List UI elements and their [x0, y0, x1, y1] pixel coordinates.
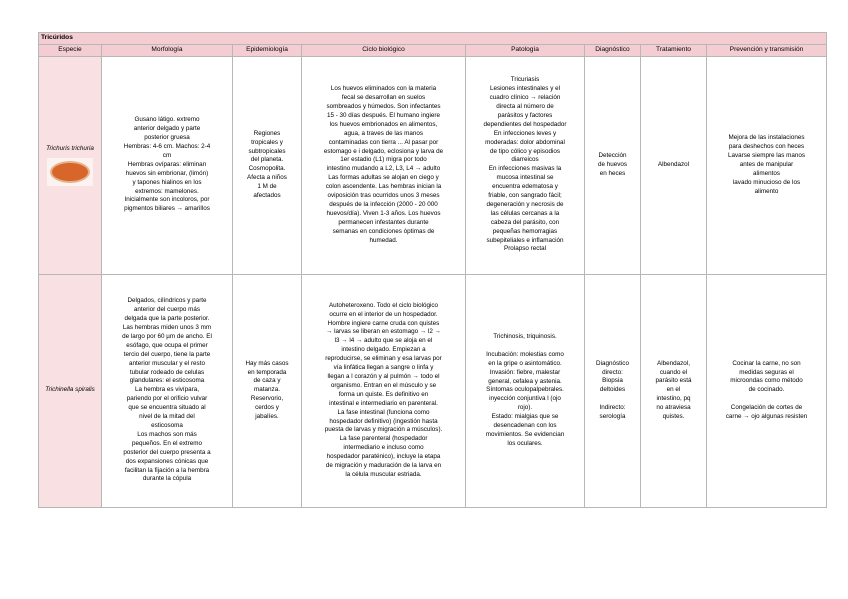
header-morfologia: Morfología [102, 44, 233, 56]
cell-line: desencadenan con los [493, 422, 557, 430]
cell-line: cuadro clínico → relación [489, 94, 561, 102]
cell-line: Reservorio, [250, 395, 284, 403]
header-ciclo: Ciclo biológico [302, 44, 466, 56]
header-patologia: Patología [466, 44, 585, 56]
prevencion-cell [707, 56, 827, 274]
cell-line: dependientes del hospedador [483, 120, 567, 128]
cell-line: que se encuentra situado al [128, 404, 206, 412]
cell-line: tercio del cuerpo, tiene la parte [123, 350, 211, 358]
tratamiento-cell [641, 56, 707, 274]
cell-line: organismo. Entran en el músculo y se [330, 381, 437, 389]
cell-line: oviposición tras ocurridos unos 3 meses [327, 192, 440, 200]
table-title-row [39, 33, 827, 45]
species-name: Trichinella spiralis [45, 386, 95, 394]
cell-line: de largo por 60 µm de ancho. El [122, 332, 212, 340]
ciclo-cell [302, 56, 466, 274]
cell-line: movimientos. Se evidencian [485, 430, 565, 438]
cell-line: anterior del cuerpo más [133, 306, 201, 314]
cell-line: Inicialmente son incoloros, por [124, 196, 210, 204]
cell-line: huevos/día). Viven 1-3 años. Los huevos [326, 209, 441, 217]
cell-line: Trichinosis, triquinosis. [493, 332, 557, 340]
cell-line: La fase intestinal (funciona como [337, 408, 430, 416]
cell-line: antes de manipular [739, 160, 794, 168]
cell-line: Hay más casos [245, 359, 289, 367]
cell-line: glandulares: el esticosoma [129, 377, 205, 385]
cell-line: Hembras: 4-6 cm. Machos: 2-4 [123, 143, 211, 151]
cell-line: las células cercanas a la [490, 209, 560, 217]
cell-line: agua, a traves de las manos [343, 129, 424, 137]
cell-line: Diagnóstico [596, 359, 629, 367]
cell-line: de tipo cólico y episodios [489, 147, 560, 155]
cell-line: Lavarse siempre las manos [728, 151, 805, 159]
diagnostico-cell [585, 274, 641, 507]
species-cell [39, 56, 102, 274]
cell-line: friable, con sangrado fácil; [488, 192, 562, 200]
cell-line: medidas seguras el [739, 368, 794, 376]
cell-line: llegan a l corazón y al pulmón → todo el [327, 373, 440, 380]
cell-line: La fase parenteral (hospedador [339, 435, 428, 443]
cell-line: Prolapso rectal [504, 245, 546, 253]
cell-line: fecal se desarrollan en suelos [341, 94, 426, 102]
cell-line: tubular rodeado de celulas [129, 368, 205, 376]
tratamiento-cell [641, 274, 707, 507]
diagnostico-cell [585, 56, 641, 274]
egg-image [47, 158, 93, 186]
cell-line: parásitos y factores [497, 111, 553, 119]
cell-line: cerdos y [255, 404, 279, 412]
cell-line: En infecciones leves y [493, 129, 557, 137]
header-diagnostico: Diagnóstico [585, 44, 641, 56]
cell-line: Biopsia [602, 377, 623, 385]
cell-line [468, 342, 582, 351]
cell-line: para deshechos con heces [728, 143, 805, 151]
cell-line: sombreados y húmedos. Son infectantes [326, 102, 441, 110]
cell-line: lavado minucioso de los [732, 178, 801, 186]
cell-line: Mejora de las instalaciones [728, 134, 805, 142]
cell-line: pigmentos biliares → amarillos [124, 205, 210, 213]
species-cell [39, 274, 102, 507]
cell-line: extremos: mamelones. [135, 187, 199, 195]
cell-line: alimento [754, 187, 779, 195]
cell-line: del planeta. [250, 156, 284, 164]
header-row [39, 44, 827, 56]
epidemiologia-cell [233, 56, 302, 274]
cell-line: Invasión: fiebre, malestar [489, 368, 561, 376]
cell-line: diarreicos [511, 156, 539, 164]
morfologia-cell [102, 274, 233, 507]
cell-line: humedad. [369, 236, 398, 244]
cell-line: Incubación: molestias como [486, 350, 564, 358]
cell-line: Síntomas oculopalpebrales. [486, 386, 564, 394]
prevencion-cell [707, 274, 827, 507]
cell-line: serología [599, 413, 626, 421]
cell-line: intestino delgado. Empiezan a [341, 346, 426, 354]
cell-line: cabeza del parásito, con [490, 218, 560, 226]
cell-line: en el [666, 386, 681, 394]
cell-line: En infecciones masivas la [488, 165, 562, 173]
cell-line: Hembras ovíparas: eliminan [127, 160, 207, 168]
cell-line: de migración y maduración de la larva en [325, 462, 442, 470]
cell-line: La hembra es vivípara, [134, 386, 200, 394]
cell-line: de cocinado. [748, 386, 785, 394]
cell-line: Estado: mialgias que se [491, 413, 559, 421]
cell-line: ocurre en el interior de un hospedador. [329, 310, 438, 318]
cell-line: 1 M de [257, 183, 277, 191]
cell-line: cuando el [659, 368, 688, 376]
cell-line: mucosa intestinal se [496, 174, 554, 182]
cell-line: Hombre ingiere carne cruda con quistes [327, 319, 440, 327]
cell-line: jabalíes. [255, 413, 279, 421]
cell-line: la célula muscular estriada. [345, 470, 422, 478]
cell-line: anterior muscular y el resto [129, 359, 205, 367]
cell-line: posterior gruesa [144, 134, 190, 142]
cell-line: semanas en condiciones óptimas de [332, 227, 435, 235]
ciclo-cell [302, 274, 466, 507]
cell-line: 15 - 30 días después. El humano ingiere [326, 111, 441, 119]
cell-line: degeneración y necrosis de [486, 200, 564, 208]
cell-line: rojo). [517, 404, 533, 412]
cell-line: Cocinar la carne, no son [732, 359, 801, 367]
cell-line: esófago, que ocupa el primer [126, 341, 208, 349]
epidemiologia-cell [233, 274, 302, 507]
cell-line: directo: [602, 368, 623, 376]
cell-line: hospedador definitivo) (ingestión hasta [329, 417, 438, 425]
cell-line: l3 → l4 → adulto que se aloja en el [334, 337, 433, 345]
cell-line: alimentos [753, 169, 780, 177]
cell-line: Las formas adultas se alojan en ciego y [328, 174, 439, 182]
cell-line: Cosmopolita. [248, 165, 286, 173]
cell-line: intestinal e intermediario en parenteral. [329, 399, 438, 407]
cell-line: microondas como método [730, 377, 803, 385]
cell-line: parásito está [655, 377, 692, 385]
patologia-cell [466, 56, 585, 274]
header-prevencion: Prevención y transmisión [707, 44, 827, 56]
cell-line: Las hembras miden unos 3 mm [122, 324, 212, 332]
table-title: Tricúridos [39, 33, 827, 45]
species-name: Trichuris trichuria [46, 144, 94, 152]
cell-line: Albendazol [657, 160, 690, 168]
cell-line: los oculares. [507, 439, 543, 447]
cell-line: y tapones hialinos en los [132, 178, 202, 186]
cell-line: Tricuriasis [510, 76, 540, 84]
cell-line: Autoheteroxeno. Todo el ciclo biológico [328, 301, 439, 309]
cell-line: Gusano látigo. extremo [134, 116, 200, 124]
cell-line: Congelación de cortes de [730, 404, 803, 412]
cell-line: intestino, pq [656, 395, 691, 403]
cell-line: → larvas se liberan en estomago → l2 → [326, 328, 441, 336]
cell-line: Los machos son más [137, 430, 197, 438]
cell-line: cm [162, 151, 172, 159]
cell-line: intermediario e incluso como [343, 444, 424, 452]
cell-line: inyección conjuntiva l (ojo [489, 395, 561, 403]
cell-line: pequeñas hemorragias [492, 227, 558, 235]
cell-line: contaminadas con tierra ... Al pasar por [328, 138, 439, 146]
cell-line: Albendazol, [657, 359, 690, 367]
cell-line: en la gripe o asintomático. [488, 359, 562, 367]
cell-line: subtropicales [248, 147, 286, 155]
cell-line: 1er estadio (L1) migra por todo [340, 156, 427, 164]
cell-line: carne → ojo algunas resisten [725, 413, 808, 421]
cell-line: Detección [598, 151, 627, 159]
cell-line: pequeños. En el extremo [131, 439, 202, 447]
cell-line: Lesiones intestinales y el [489, 85, 560, 93]
cell-line: vía linfática llegan a sangre o linfa y [333, 364, 434, 372]
cell-line: esticosoma [151, 421, 183, 429]
cell-line: hospedador paraténico), incluye la etapa [326, 453, 441, 461]
cell-line: en temporada [247, 368, 287, 376]
cell-line: no atraviesa [656, 404, 691, 412]
header-tratamiento: Tratamiento [641, 44, 707, 56]
cell-line: general, cefalea y astenia. [488, 377, 562, 385]
cell-line: posterior del cuerpo presenta a [123, 448, 211, 456]
cell-line: dos expansiones cónicas que [125, 457, 209, 465]
cell-line: forma un quiste. Es definitivo en [338, 390, 429, 398]
cell-line: huevos sin embrionar, (limón) [125, 169, 209, 177]
cell-line: encuentra edematosa y [492, 183, 558, 191]
cell-line: quistes. [662, 413, 685, 421]
cell-line: moderadas: dolor abdominal [485, 138, 565, 146]
cell-line: puesta de larvas y migración a músculos). [324, 426, 443, 434]
cell-line: después de la infección (2000 - 20 000 [329, 200, 438, 208]
table-row [39, 274, 827, 507]
cell-line: pariendo por el orificio vulvar [126, 395, 208, 403]
cell-line: colon ascendente. Las hembras inician la [325, 183, 442, 191]
cell-line: subepiteliales e inflamación [486, 236, 564, 244]
cell-line: nivel de la mitad del [139, 413, 195, 421]
cell-line: directa al número de [496, 102, 554, 110]
cell-line: estomago e i delgado, eclosiona y larva de [323, 147, 444, 155]
header-especie: Especie [39, 44, 102, 56]
cell-line [587, 395, 638, 404]
parasite-table [38, 32, 827, 508]
cell-line: afectados [253, 192, 281, 200]
cell-line: tropicales y [251, 138, 283, 146]
cell-line: en heces [599, 169, 626, 177]
cell-line: matanza. [254, 386, 280, 394]
cell-line: Indirecto: [599, 404, 626, 412]
cell-line: Afecta a niños [247, 174, 287, 182]
header-epidemiologia: Epidemiología [233, 44, 302, 56]
patologia-cell [466, 274, 585, 507]
cell-line: Delgados, cilíndricos y parte [127, 297, 207, 305]
cell-line: Los huevos eliminados con la materia [330, 85, 437, 93]
cell-line: de huevos [597, 160, 628, 168]
cell-line: delgada que la parte posterior. [124, 315, 210, 323]
cell-line: reproducirse, se eliminan y esa larvas por [325, 355, 442, 363]
morfologia-cell [102, 56, 233, 274]
cell-line: de caza y [253, 377, 281, 385]
cell-line: los huevos embrionados en alimentos, [329, 120, 438, 128]
cell-line: durante la cópula [142, 475, 192, 483]
cell-line [709, 395, 824, 404]
cell-line: facilitan la fijación a la hembra [124, 466, 210, 474]
cell-line: Regiones [253, 129, 281, 137]
cell-line: permanecen infestantes durante [338, 218, 429, 226]
table-row [39, 56, 827, 274]
cell-line: intestino mudando a L2, L3, L4 → adulto [326, 165, 441, 173]
cell-line: anterior delgado y parte [133, 125, 201, 133]
cell-line: deltoides [599, 386, 626, 394]
